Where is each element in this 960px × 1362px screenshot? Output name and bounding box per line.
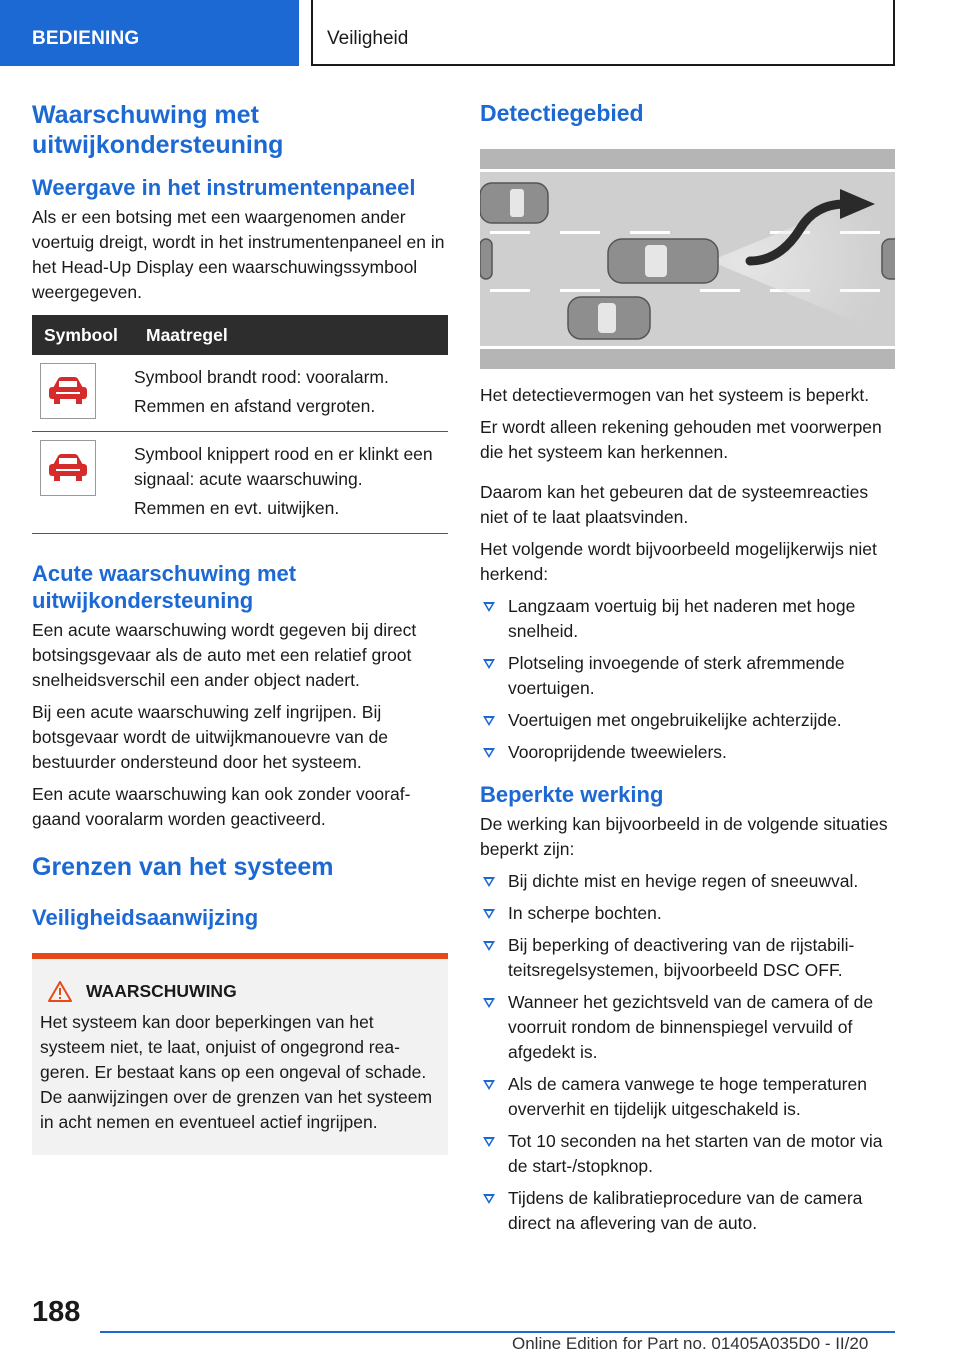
chapter-tab	[311, 0, 895, 66]
bullet-triangle-icon	[483, 877, 495, 887]
detection-paragraph-4: Het volgende wordt bijvoorbeeld mogelijkerwijs niet herkend:	[480, 539, 877, 584]
table-row	[32, 432, 448, 534]
not-detected-list	[480, 594, 896, 765]
list-item: In scherpe bochten.	[480, 901, 896, 926]
chapter-label: Veiligheid	[327, 28, 409, 49]
table-header-measure: Maatregel	[134, 315, 448, 355]
list-item: Bij beperking of deactivering van de rijstabiliteitsregelsystemen, bijvoorbeeld DSC OFF.	[480, 933, 896, 983]
section-label: BEDIENING	[32, 28, 140, 49]
edition-footer: Online Edition for Part no. 01405A035D0 - II/20	[512, 1334, 869, 1353]
acute-paragraph-1: Een acute waarschuwing wordt gegeven bij direct botsingsgevaar als de auto met een relatief groot snelheidsverschil een ander object nadert.	[32, 620, 417, 690]
car-warning-icon	[40, 440, 96, 496]
bullet-triangle-icon	[483, 659, 495, 669]
display-paragraph: Als er een botsing met een waargenomen ander voertuig dreigt, wordt in het instrumentenpaneel en in het Head-Up Display een waarschuwingssymbool weergegeven.	[32, 207, 445, 302]
bullet-triangle-icon	[483, 1080, 495, 1090]
detection-area-illustration	[480, 149, 895, 369]
list-item: Langzaam voertuig bij het naderen met hoge snelheid.	[480, 594, 896, 644]
limited-paragraph: De werking kan bijvoorbeeld in de volgende situaties beperkt zijn:	[480, 814, 888, 859]
acute-paragraph-3: Een acute waarschuwing kan ook zonder voorafgaand vooralarm worden geactiveerd.	[32, 784, 411, 829]
warning-text: Het systeem kan door beperkingen van het systeem niet, te laat, onjuist of ongegrond reageren. Er bestaat kans op een ongeval of schade. De aanwijzingen over de grenzen van het systeem in acht nemen en eventueel actief ingrijpen.	[40, 1012, 433, 1132]
list-item: Bij dichte mist en hevige regen of sneeuwval.	[480, 869, 896, 894]
table-cell-text: Symbool brandt rood: vooralarm.	[134, 367, 389, 387]
warning-box	[32, 953, 448, 1155]
bullet-triangle-icon	[483, 1194, 495, 1204]
list-item: Tijdens de kalibratieprocedure van de camera direct na aflevering van de auto.	[480, 1186, 896, 1236]
acute-paragraph-2: Bij een acute waarschuwing zelf ingrijpen. Bij botsgevaar wordt de uitwijkmanouevre van de bestuurder ondersteund door het systeem.	[32, 702, 389, 772]
list-item: Als de camera vanwege te hoge temperaturen oververhit en tijdelijk uitgeschakeld is.	[480, 1072, 896, 1122]
footer-divider	[100, 1331, 895, 1333]
bullet-triangle-icon	[483, 909, 495, 919]
bullet-triangle-icon	[483, 748, 495, 758]
table-row	[32, 355, 448, 432]
section-tab	[0, 0, 299, 66]
bullet-triangle-icon	[483, 941, 495, 951]
heading-display: Weergave in het instrumentenpaneel	[32, 175, 416, 200]
symbol-table	[32, 315, 448, 534]
warning-triangle-icon	[48, 981, 72, 1002]
heading-collision-warning: Waarschuwing met uitwijkondersteuning	[32, 101, 284, 159]
heading-limited-function: Beperkte werking	[480, 782, 664, 807]
warning-title: WAARSCHUWING	[86, 981, 237, 1001]
car-warning-icon	[40, 363, 96, 419]
limited-conditions-list	[480, 869, 896, 1236]
bullet-triangle-icon	[483, 716, 495, 726]
heading-system-limits: Grenzen van het systeem	[32, 853, 334, 881]
table-header-symbol: Symbool	[32, 315, 134, 355]
list-item: Voertuigen met ongebruikelijke achterzijde.	[480, 708, 896, 733]
heading-acute-warning: Acute waarschuwing met uitwijkondersteuning	[32, 561, 297, 613]
list-item: Tot 10 seconden na het starten van de motor via de start-/stopknop.	[480, 1129, 896, 1179]
table-cell-text: Remmen en afstand vergroten.	[134, 396, 376, 416]
list-item: Plotseling invoegende of sterk afremmende voertuigen.	[480, 651, 896, 701]
right-column	[480, 100, 896, 1243]
detection-paragraph-1: Het detectievermogen van het systeem is beperkt.	[480, 385, 870, 405]
page-number: 188	[32, 1296, 81, 1328]
heading-safety-note: Veiligheidsaanwijzing	[32, 905, 259, 930]
table-cell-text: Remmen en evt. uitwijken.	[134, 498, 340, 518]
bullet-triangle-icon	[483, 602, 495, 612]
detection-paragraph-2: Er wordt alleen rekening gehouden met voorwerpen die het systeem kan herkennen.	[480, 417, 882, 462]
list-item: Vooroprijdende tweewielers.	[480, 740, 896, 765]
list-item: Wanneer het gezichtsveld van de camera of de voorruit rondom de binnenspiegel vervuild of afgedekt is.	[480, 990, 896, 1065]
heading-detection-area: Detectiegebied	[480, 100, 644, 126]
table-cell-text: Symbool knippert rood en er klinkt een signaal: acute waarschuwing.	[134, 444, 433, 489]
bullet-triangle-icon	[483, 1137, 495, 1147]
detection-paragraph-3: Daarom kan het gebeuren dat de systeemreacties niet of te laat plaatsvinden.	[480, 482, 869, 527]
left-column	[32, 100, 448, 1155]
bullet-triangle-icon	[483, 998, 495, 1008]
